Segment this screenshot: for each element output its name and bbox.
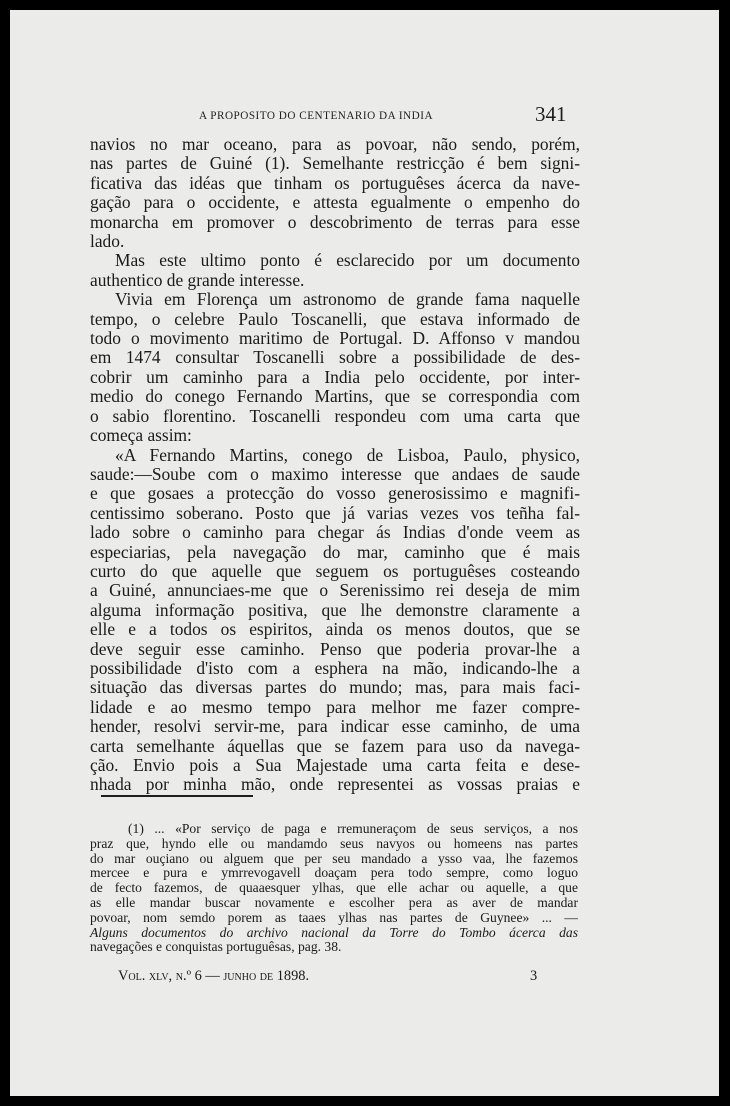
text-line: tempo, o celebre Paulo Toscanelli, que estava informado de [90, 308, 580, 329]
text-line: lado sobre o caminho para chegar ás Indias d'onde veem as [90, 522, 580, 543]
footnote-line: mercee e pura e ymrrevogavell doaçam pera todo sempre, como loguo [90, 865, 578, 881]
text-line: alguma informação positiva, que lhe demonstre claramente a [90, 599, 580, 620]
text-line: navios no mar oceano, para as povoar, não sendo, porém, [90, 134, 580, 154]
text-line: em 1474 consultar Toscanelli sobre a possibilidade de des- [90, 347, 580, 368]
text-line: gação para o occidente, e attesta egualmente o empenho do [90, 192, 580, 213]
text-line: «A Fernando Martins, conego de Lisboa, Paulo, physico, [115, 444, 580, 465]
text-line: nas partes de Guiné (1). Semelhante restricção é bem signi- [90, 153, 580, 174]
text-line: saude:—Soube com o maximo interesse que andaes de saude [90, 463, 580, 484]
text-line: especiarias, pela navegação do mar, caminho que é mais [90, 541, 580, 562]
text-line: todo o movimento maritimo de Portugal. D. Affonso v mandou [90, 328, 580, 349]
text-line: ficativa das idéas que tinham os portuguêses ácerca da nave- [90, 172, 580, 193]
volume-line: Vol. xlv, n.º 6 — junho de 1898. [118, 968, 310, 984]
footnote-line: povoar, nom semdo porem as taaes ylhas nas partes de Guynee» ... — [90, 909, 578, 925]
book-page [10, 10, 719, 1096]
footnote-line: de fecto fazemos, de quaaesquer ylhas, que elle achar ou aquelle, a que [90, 880, 578, 896]
page-number: 341 [535, 102, 567, 126]
footnote [90, 822, 578, 955]
footnote-separator [101, 795, 253, 797]
signature-mark: 3 [530, 968, 538, 984]
footnote-line: praz que, hyndo elle ou mandamdo seus navyos ou homeens nas partes [90, 835, 578, 851]
text-line: hender, resolvi servir-me, para indicar esse caminho, de uma [90, 716, 580, 737]
text-line: começa assim: [90, 425, 192, 446]
text-line: cobrir um caminho para a India pelo occidente, por inter- [90, 366, 580, 387]
footnote-line: do mar ouçiano ou alguem que per seu mandado a ysso vaa, lhe fazemos [90, 850, 578, 866]
text-line: lidade e ao mesmo tempo para melhor me fazer compre- [90, 696, 580, 717]
footnote-line: navegações e conquistas portuguêsas, pag. 38. [90, 939, 342, 955]
text-line: authentico de grande interesse. [90, 269, 305, 290]
text-line: a Guiné, annunciaes-me que o Serenissimo rei deseja de mim [90, 580, 580, 601]
text-line: centissimo soberano. Posto que já varias vezes vos teñha fal- [90, 502, 580, 523]
text-line: deve seguir esse caminho. Penso que poderia provar-lhe a [90, 638, 580, 659]
text-line: possibilidade d'isto com a esphera na mão, indicando-lhe a [90, 657, 580, 678]
main-text [90, 135, 580, 795]
running-header [10, 102, 719, 126]
text-line: curto do que aquelle que seguem os portuguêses costeando [90, 560, 580, 581]
text-line: e que gosaes a protecção do vosso generosissimo e magnifi- [90, 483, 580, 504]
text-line: Mas este ultimo ponto é esclarecido por um documento [115, 250, 580, 271]
text-line: o sabio florentino. Toscanelli respondeu com uma carta que [90, 405, 580, 426]
text-line: medio do conego Fernando Martins, que se correspondia com [90, 386, 580, 407]
running-title: A PROPOSITO DO CENTENARIO DA INDIA [199, 110, 434, 122]
text-line: monarcha em promover o descobrimento de terras para esse [90, 211, 580, 232]
footnote-line: (1) ... «Por serviço de paga e rremuneraçom de seus serviços, a nos [128, 821, 578, 836]
text-line: carta semelhante áquellas que se fazem para uso da navega- [90, 735, 580, 756]
text-line: ção. Envio pois a Sua Majestade uma carta feita e dese- [90, 755, 580, 775]
text-line: situação das diversas partes do mundo; mas, para mais faci- [90, 677, 580, 698]
text-line: Vivia em Florença um astronomo de grande fama naquelle [115, 289, 580, 310]
text-line: lado. [90, 231, 125, 252]
footnote-line: Alguns documentos do archivo nacional da Torre do Tombo ácerca das [90, 924, 578, 940]
footnote-line: as elle mandar buscar novamente e escolher pera as aver de mandar [90, 894, 578, 910]
text-line: nhada por minha mão, onde representei as vossas praias e [90, 774, 580, 795]
text-line: elle e a todos os espiritos, ainda os menos doutos, que se [90, 619, 580, 640]
